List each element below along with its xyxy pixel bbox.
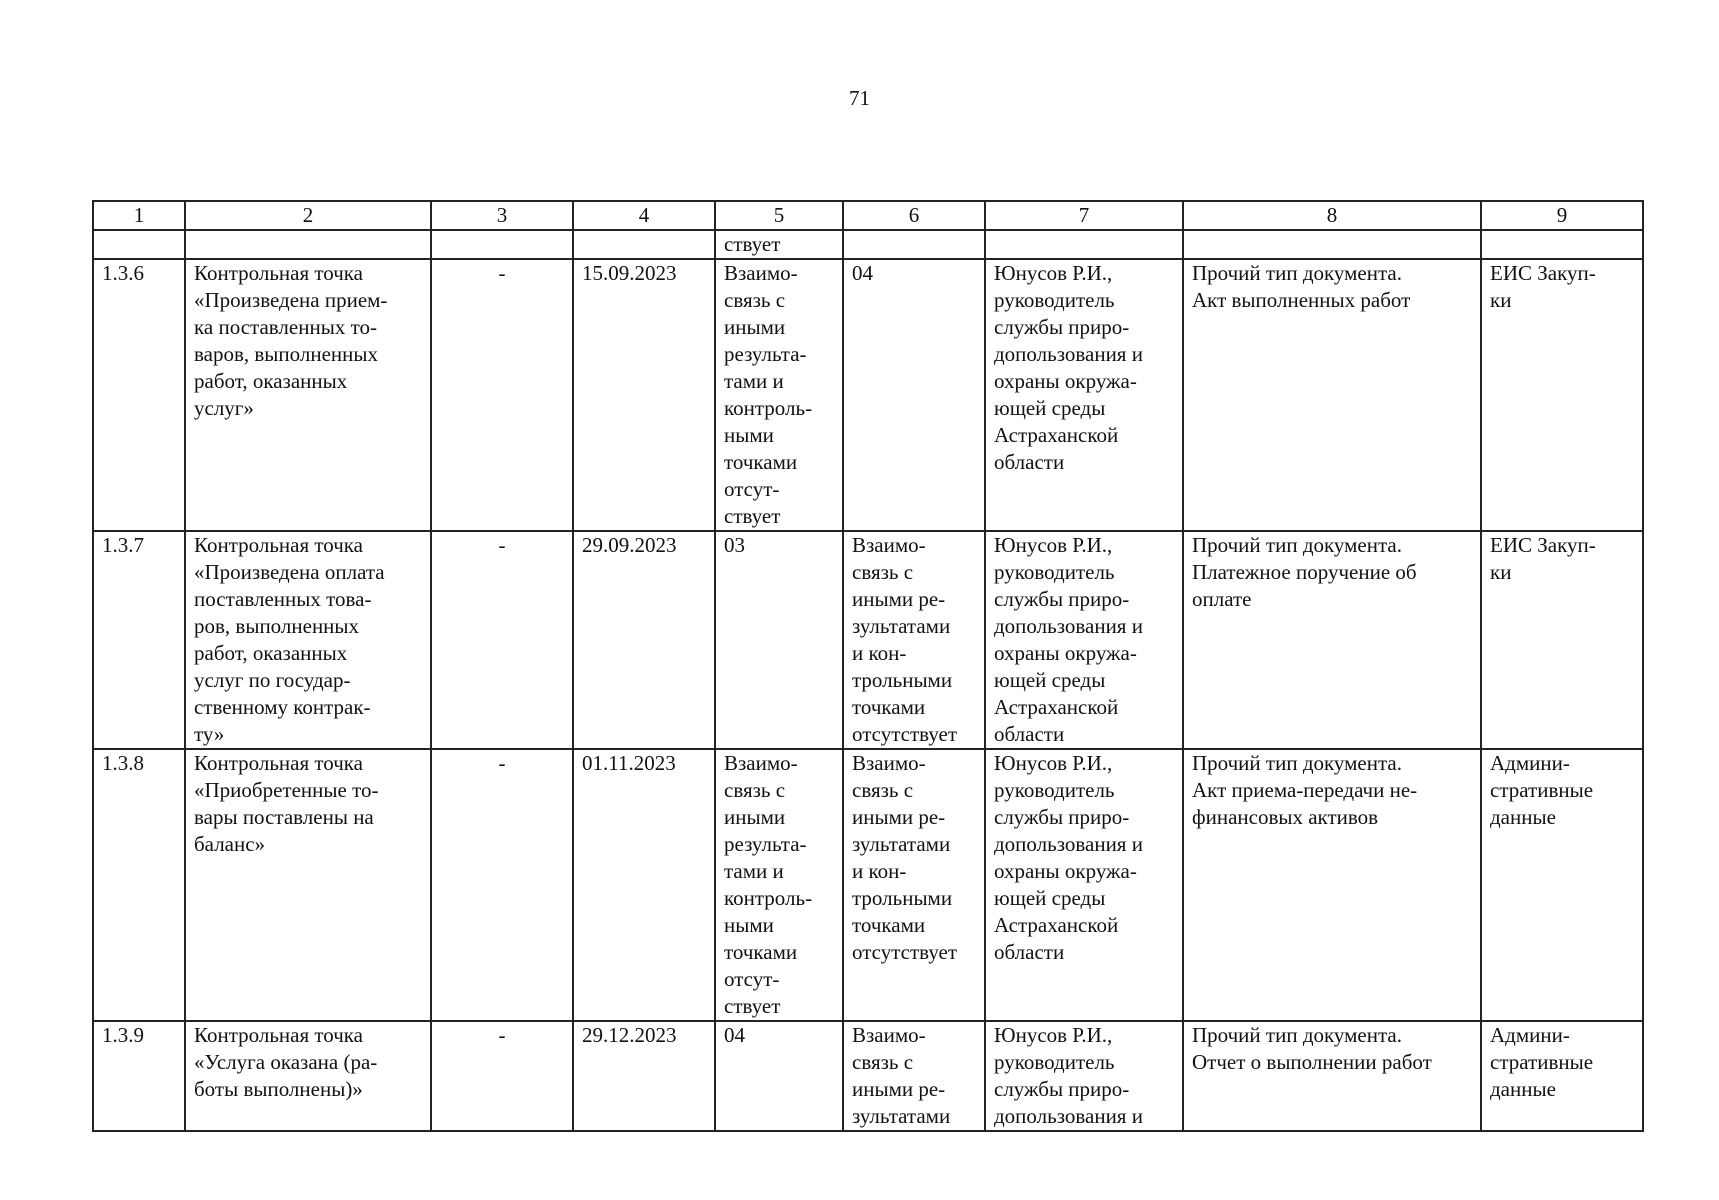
table-cell: Взаимо- связь с иными ре- зультатами и кон- трольными точками отсутствует	[843, 749, 985, 1021]
responsible-person: Юнусов Р.И., руководитель службы приро- допользования и охраны окружа- ющей среды Астраханской области	[985, 531, 1183, 749]
column-number: 9	[1481, 201, 1643, 230]
column-number: 2	[185, 201, 431, 230]
table-cell: -	[431, 749, 573, 1021]
table-row	[93, 259, 1643, 531]
table-cell	[1183, 230, 1481, 259]
column-number: 4	[573, 201, 715, 230]
table-row	[93, 1021, 1643, 1131]
table-cell: Взаимо- связь с иными результа- тами и контроль- ными точками отсут- ствует	[715, 749, 843, 1021]
table-cell	[431, 230, 573, 259]
row-number: 1.3.9	[93, 1021, 185, 1131]
row-number: 1.3.6	[93, 259, 185, 531]
table-cell: -	[431, 259, 573, 531]
row-number: 1.3.7	[93, 531, 185, 749]
due-date: 15.09.2023	[573, 259, 715, 531]
table-cell: Взаимо- связь с иными результа- тами и контроль- ными точками отсут- ствует	[715, 259, 843, 531]
table-cell: -	[431, 1021, 573, 1131]
column-number: 6	[843, 201, 985, 230]
due-date: 29.09.2023	[573, 531, 715, 749]
due-date: 01.11.2023	[573, 749, 715, 1021]
column-number: 7	[985, 201, 1183, 230]
table-cell	[1481, 230, 1643, 259]
row-number: 1.3.8	[93, 749, 185, 1021]
document-type: Прочий тип документа. Акт приема-передачи не- финансовых активов	[1183, 749, 1481, 1021]
table-row	[93, 531, 1643, 749]
table-cell: 03	[715, 531, 843, 749]
table-cell: Взаимо- связь с иными ре- зультатами и кон- трольными точками отсутствует	[843, 531, 985, 749]
table-cell: 04	[715, 1021, 843, 1131]
control-point-name: Контрольная точка «Произведена оплата поставленных това- ров, выполненных работ, оказанных услуг по государ- ственному контрак- ту»	[185, 531, 431, 749]
column-number: 8	[1183, 201, 1481, 230]
continuation-row	[93, 230, 1643, 259]
page-number: 71	[849, 86, 870, 110]
table-cell	[185, 230, 431, 259]
information-system: Админи- стративные данные	[1481, 1021, 1643, 1131]
table-row	[93, 749, 1643, 1021]
control-point-name: Контрольная точка «Услуга оказана (ра- боты выполнены)»	[185, 1021, 431, 1131]
table-cell	[573, 230, 715, 259]
column-number-row	[93, 201, 1643, 230]
information-system: ЕИС Закуп- ки	[1481, 531, 1643, 749]
document-type: Прочий тип документа. Акт выполненных работ	[1183, 259, 1481, 531]
information-system: ЕИС Закуп- ки	[1481, 259, 1643, 531]
control-point-name: Контрольная точка «Приобретенные то- вары поставлены на баланс»	[185, 749, 431, 1021]
document-type: Прочий тип документа. Платежное поручение об оплате	[1183, 531, 1481, 749]
document-type: Прочий тип документа. Отчет о выполнении работ	[1183, 1021, 1481, 1131]
due-date: 29.12.2023	[573, 1021, 715, 1131]
column-number: 5	[715, 201, 843, 230]
table-cell	[93, 230, 185, 259]
control-points-table	[92, 200, 1644, 1132]
column-number: 1	[93, 201, 185, 230]
table-cell	[843, 230, 985, 259]
column-number: 3	[431, 201, 573, 230]
information-system: Админи- стративные данные	[1481, 749, 1643, 1021]
table-cell	[985, 230, 1183, 259]
responsible-person: Юнусов Р.И., руководитель службы приро- допользования и	[985, 1021, 1183, 1131]
table-cell: 04	[843, 259, 985, 531]
table-cell: Взаимо- связь с иными ре- зультатами	[843, 1021, 985, 1131]
responsible-person: Юнусов Р.И., руководитель службы приро- допользования и охраны окружа- ющей среды Астраханской области	[985, 259, 1183, 531]
table-cell: ствует	[715, 230, 843, 259]
table-cell: -	[431, 531, 573, 749]
control-point-name: Контрольная точка «Произведена прием- ка поставленных то- варов, выполненных работ, оказанных услуг»	[185, 259, 431, 531]
responsible-person: Юнусов Р.И., руководитель службы приро- допользования и охраны окружа- ющей среды Астраханской области	[985, 749, 1183, 1021]
